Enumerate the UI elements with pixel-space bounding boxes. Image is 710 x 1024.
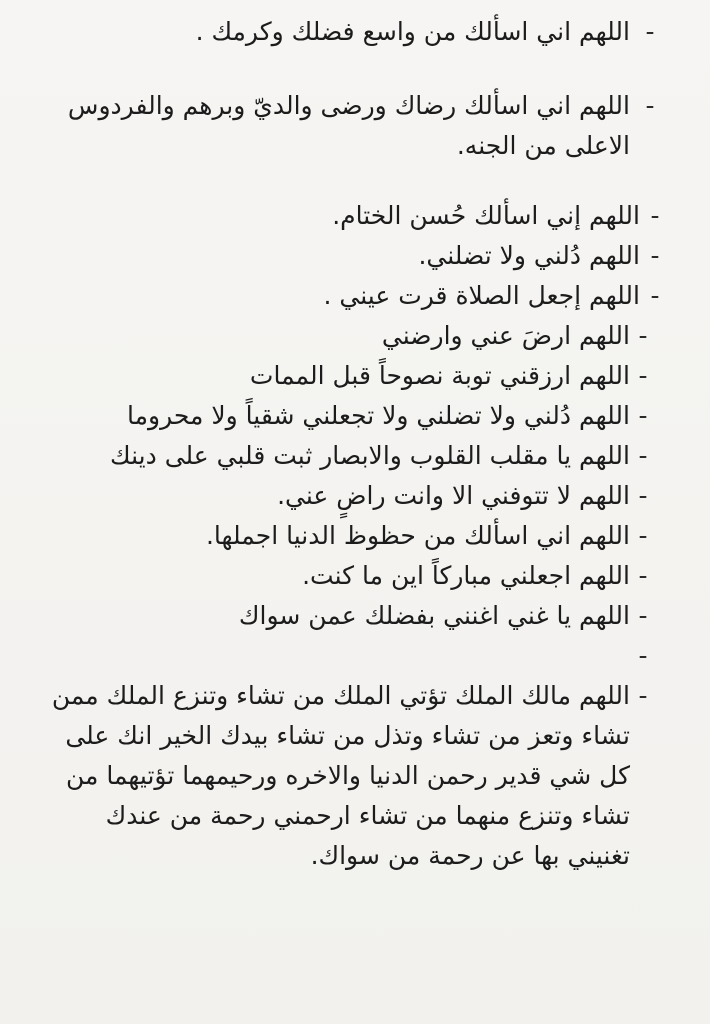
bullet-dash: - (638, 401, 648, 430)
dua-item-1 (40, 12, 670, 52)
dua-text: اللهم يا غني اغنني بفضلك عمن سواك (238, 601, 630, 630)
dua-text: اللهم اني اسألك من حظوظ الدنيا اجملها. (205, 521, 630, 550)
dua-item-14 (40, 676, 670, 876)
bullet-dash: - (650, 281, 660, 310)
bullet-dash: - (638, 441, 648, 470)
dua-text: اللهم اني اسألك رضاك ورضى والديّ وبرهم والفردوس الاعلى من الجنه. (67, 91, 630, 160)
dua-text: اللهم دُلني ولا تضلني. (418, 241, 640, 270)
dua-text: اللهم دُلني ولا تضلني ولا تجعلني شقياً ولا محروما (127, 401, 630, 430)
dua-item-2 (40, 86, 670, 166)
bullet-dash: - (645, 91, 655, 120)
dua-item-7 (40, 356, 670, 396)
dua-text: اللهم لا تتوفني الا وانت راضٍ عني. (277, 481, 630, 510)
bullet-dash: - (638, 601, 648, 630)
dua-text: اللهم ارزقني توبة نصوحاً قبل الممات (249, 361, 630, 390)
dua-item-10 (40, 476, 670, 516)
bullet-dash: - (650, 201, 660, 230)
dua-text: اللهم اجعلني مباركاً اين ما كنت. (302, 561, 630, 590)
bullet-dash: - (638, 681, 648, 710)
dua-item-13 (40, 596, 670, 636)
dua-text: اللهم إجعل الصلاة قرت عيني . (323, 281, 640, 310)
bullet-dash: - (638, 481, 648, 510)
dua-item-6 (40, 316, 670, 356)
dua-text: اللهم ارضَ عني وارضني (381, 321, 630, 350)
dua-item-empty (40, 636, 670, 676)
bullet-dash: - (638, 561, 648, 590)
bullet-dash: - (638, 321, 648, 350)
dua-item-12 (40, 556, 670, 596)
bullet-dash: - (650, 241, 660, 270)
dua-text: اللهم اني اسألك من واسع فضلك وكرمك . (195, 17, 630, 46)
bullet-dash: - (645, 17, 655, 46)
dua-item-9 (40, 436, 670, 476)
bullet-dash: - (638, 641, 648, 670)
dua-item-4 (40, 236, 670, 276)
dua-text: اللهم إني اسألك حُسن الختام. (332, 201, 640, 230)
dua-item-8 (40, 396, 670, 436)
bullet-dash: - (638, 361, 648, 390)
dua-item-11 (40, 516, 670, 556)
dua-text: اللهم يا مقلب القلوب والابصار ثبت قلبي على دينك (110, 441, 630, 470)
bullet-dash: - (638, 521, 648, 550)
dua-item-3 (40, 196, 670, 236)
dua-item-5 (40, 276, 670, 316)
dua-text: اللهم مالك الملك تؤتي الملك من تشاء وتنزع الملك ممن تشاء وتعز من تشاء وتذل من تشاء بيدك الخير انك على كل شي قدير رحمن الدنيا والاخره ورحيمهما تؤتيهما من تشاء وتنزع منهما من تشاء ارحمني رحمة من عندك تغنيني بها عن رحمة من سواك. (51, 681, 630, 870)
